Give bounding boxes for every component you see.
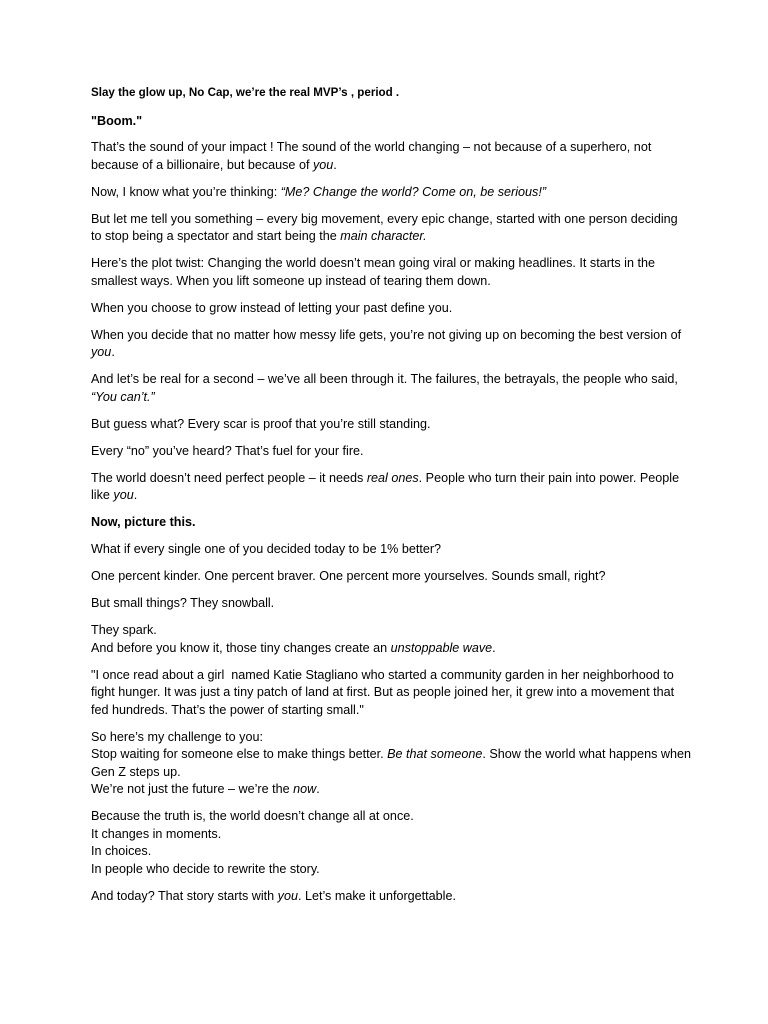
paragraph-2: Now, I know what you’re thinking: “Me? Change the world? Come on, be serious!” [91, 184, 547, 199]
paragraph-13: One percent kinder. One percent braver. One percent more yourselves. Sounds small, right? [91, 569, 606, 583]
paragraph-17: So here’s my challenge to you: Stop waiting for someone else to make things better. Be that someone. Show the world what happens when Gen Z steps up. We’re not just the future – we’re the now. [91, 729, 691, 796]
quote-paragraph: "I once read about a girl named Katie Stagliano who started a community garden in her neighborhood to fight hunger. It was just a tiny patch of land at first. But as people joined her, it grew into a movement that fed hundreds. That’s the power of starting small." [91, 667, 678, 717]
paragraph-11-heading: Now, picture this. [91, 515, 196, 529]
paragraph-10: The world doesn’t need perfect people – it needs real ones. People who turn their pain into power. People like you. [91, 470, 680, 502]
paragraph-9: Every “no” you’ve heard? That’s fuel for your fire. [91, 443, 364, 458]
document-page [91, 84, 691, 915]
boom-paragraph: "Boom." [91, 113, 143, 128]
document-title: Slay the glow up, No Cap, we’re the real MVP’s , period . [91, 86, 400, 99]
paragraph-14: But small things? They snowball. [91, 596, 275, 610]
paragraph-3: But let me tell you something – every big movement, every epic change, started with one person deciding to stop being a spectator and start being the main character. [91, 211, 678, 243]
paragraph-19: And today? That story starts with you. Let’s make it unforgettable. [91, 888, 456, 903]
paragraph-6: When you decide that no matter how messy life gets, you’re not giving up on becoming the best version of you. [91, 327, 682, 359]
paragraph-4: Here’s the plot twist: Changing the world doesn’t mean going viral or making headlines. It starts in the smallest ways. When you lift someone up instead of tearing them down. [91, 256, 655, 288]
paragraph-1: That’s the sound of your impact ! The sound of the world changing – not because of a superhero, not because of a billionaire, but because of you. [91, 140, 652, 172]
paragraph-15: They spark. And before you know it, those tiny changes create an unstoppable wave. [91, 623, 496, 655]
paragraph-5: When you choose to grow instead of letting your past define you. [91, 300, 453, 315]
paragraph-7: And let’s be real for a second – we’ve all been through it. The failures, the betrayals, the people who said, “You can’t.” [91, 372, 678, 404]
paragraph-12: What if every single one of you decided today to be 1% better? [91, 542, 442, 556]
paragraph-8: But guess what? Every scar is proof that you’re still standing. [91, 416, 431, 431]
paragraph-18: Because the truth is, the world doesn’t change all at once. It changes in moments. In choices. In people who decide to rewrite the story. [91, 809, 414, 876]
